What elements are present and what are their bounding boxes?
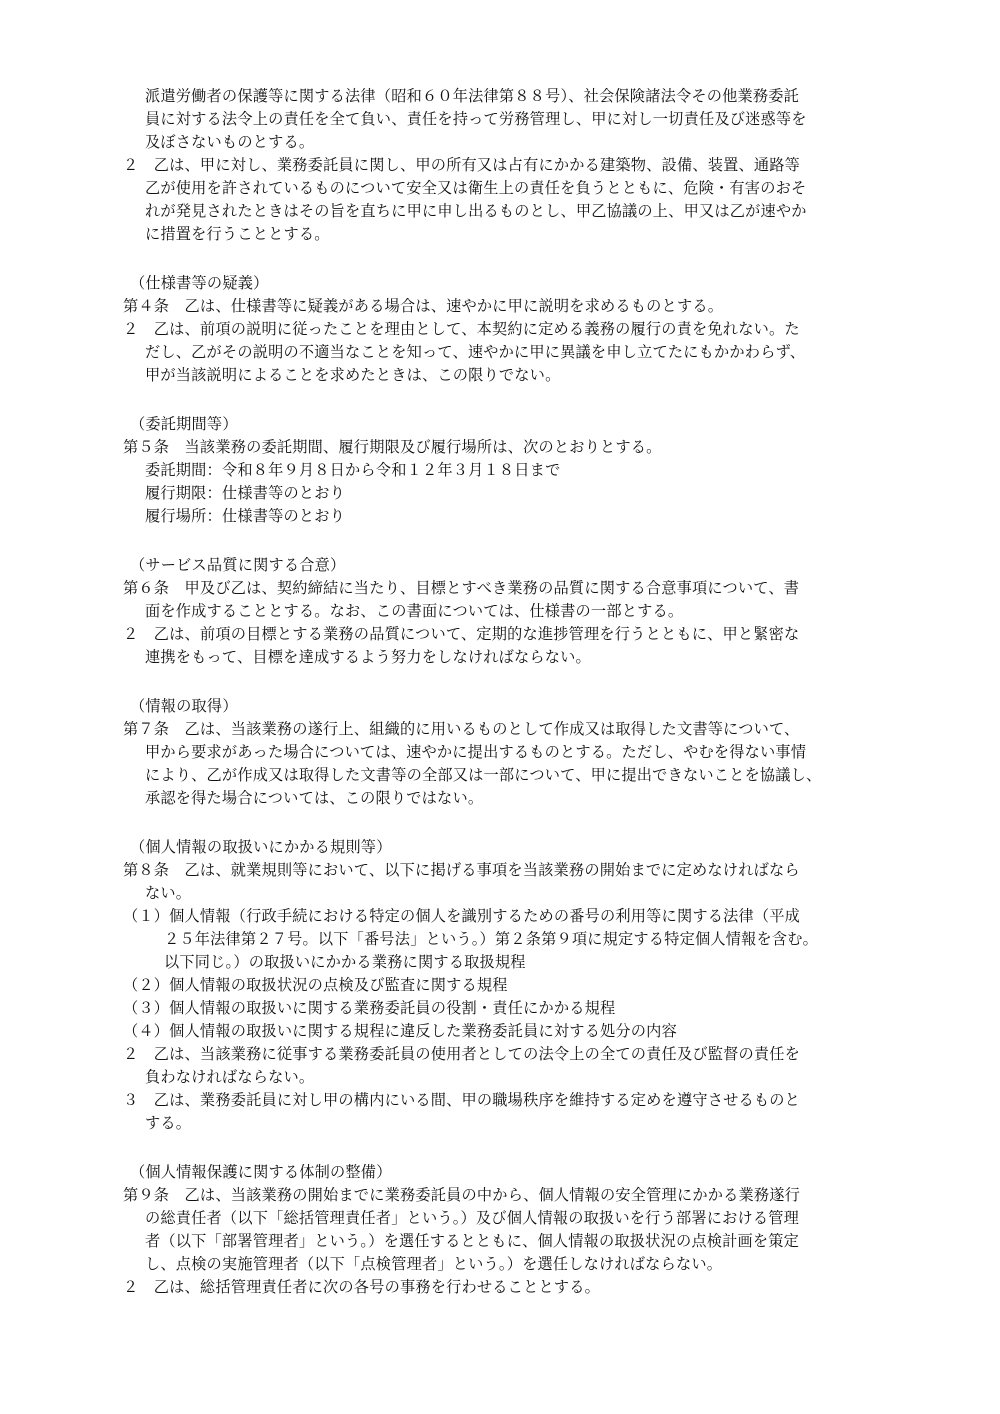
text-line: する。	[145, 1114, 192, 1132]
list-item: （２）個人情報の取扱状況の点検及び監査に関する規程	[123, 976, 508, 994]
text-line: 甲から要求があった場合については、速やかに提出するものとする。ただし、やむを得ない事情	[145, 743, 807, 761]
text-line: 第７条 乙は、当該業務の遂行上、組織的に用いるものとして作成又は取得した文書等について、	[123, 720, 800, 738]
text-line: 甲が当該説明によることを求めたときは、この限りでない。	[145, 366, 561, 384]
text-line: 者（以下「部署管理者」という。）を選任するとともに、個人情報の取扱状況の点検計画を策定	[145, 1232, 800, 1250]
text-line: ２ 乙は、甲に対し、業務委託員に関し、甲の所有又は占有にかかる建築物、設備、装置、通路等	[123, 156, 801, 174]
text-line: 第６条 甲及び乙は、契約締結に当たり、目標とすべき業務の品質に関する合意事項について、書	[123, 579, 800, 597]
text-line: だし、乙がその説明の不適当なことを知って、速やかに甲に異議を申し立てたにもかかわらず、	[145, 343, 806, 361]
list-item-continuation: 以下同じ。）の取扱いにかかる業務に関する取扱規程	[164, 953, 526, 971]
text-line: 承認を得た場合については、この限りではない。	[145, 789, 484, 807]
list-item: （４）個人情報の取扱いに関する規程に違反した業務委託員に対する処分の内容	[123, 1022, 677, 1040]
text-line: ２ 乙は、当該業務に従事する業務委託員の使用者としての法令上の全ての責任及び監督の責任を	[123, 1045, 801, 1063]
article-heading: （仕様書等の疑義）	[130, 274, 269, 292]
text-line: 負わなければならない。	[145, 1068, 315, 1086]
text-line: 員に対する法令上の責任を全て負い、責任を持って労務管理し、甲に対し一切責任及び迷惑等を	[145, 110, 807, 128]
text-line: 派遣労働者の保護等に関する法律（昭和６０年法律第８８号）、社会保険諸法令その他業務委託	[145, 87, 800, 105]
list-item-continuation: ２５年法律第２７号。以下「番号法」という。）第２条第９項に規定する特定個人情報を含む。	[164, 930, 819, 948]
text-line: 第９条 乙は、当該業務の開始までに業務委託員の中から、個人情報の安全管理にかかる業務遂行	[123, 1186, 801, 1204]
text-line: ３ 乙は、業務委託員に対し甲の構内にいる間、甲の職場秩序を維持する定めを遵守させるものと	[123, 1091, 801, 1109]
text-line: し、点検の実施管理者（以下「点検管理者」という。）を選任しなければならない。	[145, 1255, 723, 1273]
text-line: により、乙が作成又は取得した文書等の全部又は一部について、甲に提出できないことを協議し、	[145, 766, 822, 784]
text-line: 第４条 乙は、仕様書等に疑義がある場合は、速やかに甲に説明を求めるものとする。	[123, 297, 724, 315]
text-line: 履行期限：仕様書等のとおり	[145, 484, 346, 502]
text-line: ２ 乙は、前項の目標とする業務の品質について、定期的な進捗管理を行うとともに、甲と緊密な	[123, 625, 800, 643]
text-line: の総責任者（以下「総括管理責任者」という。）及び個人情報の取扱いを行う部署における管理	[145, 1209, 800, 1227]
text-line: れが発見されたときはその旨を直ちに甲に申し出るものとし、甲乙協議の上、甲又は乙が速やか	[145, 202, 807, 220]
list-item: （３）個人情報の取扱いに関する業務委託員の役割・責任にかかる規程	[123, 999, 616, 1017]
text-line: ２ 乙は、前項の説明に従ったことを理由として、本契約に定める義務の履行の責を免れない。た	[123, 320, 800, 338]
text-line: に措置を行うこととする。	[145, 225, 330, 243]
text-line: 及ぼさないものとする。	[145, 133, 315, 151]
text-line: 面を作成することとする。なお、この書面については、仕様書の一部とする。	[145, 602, 684, 620]
text-line: 履行場所：仕様書等のとおり	[145, 507, 346, 525]
list-item: （１）個人情報（行政手続における特定の個人を識別するための番号の利用等に関する法律（平成	[123, 907, 801, 925]
article-heading: （個人情報の取扱いにかかる規則等）	[130, 838, 392, 856]
article-heading: （情報の取得）	[130, 697, 238, 715]
text-line: 第８条 乙は、就業規則等において、以下に掲げる事項を当該業務の開始までに定めなければなら	[123, 861, 800, 879]
article-heading: （個人情報保護に関する体制の整備）	[130, 1163, 392, 1181]
text-line: 委託期間：令和８年９月８日から令和１２年３月１８日まで	[145, 461, 561, 479]
text-line: ない。	[145, 884, 192, 902]
article-heading: （サービス品質に関する合意）	[130, 556, 346, 574]
article-heading: （委託期間等）	[130, 415, 238, 433]
text-line: 第５条 当該業務の委託期間、履行期限及び履行場所は、次のとおりとする。	[123, 438, 662, 456]
text-line: 乙が使用を許されているものについて安全又は衛生上の責任を負うとともに、危険・有害のおそ	[145, 179, 807, 197]
text-line: 連携をもって、目標を達成するよう努力をしなければならない。	[145, 648, 591, 666]
text-line: ２ 乙は、総括管理責任者に次の各号の事務を行わせることとする。	[123, 1278, 601, 1296]
